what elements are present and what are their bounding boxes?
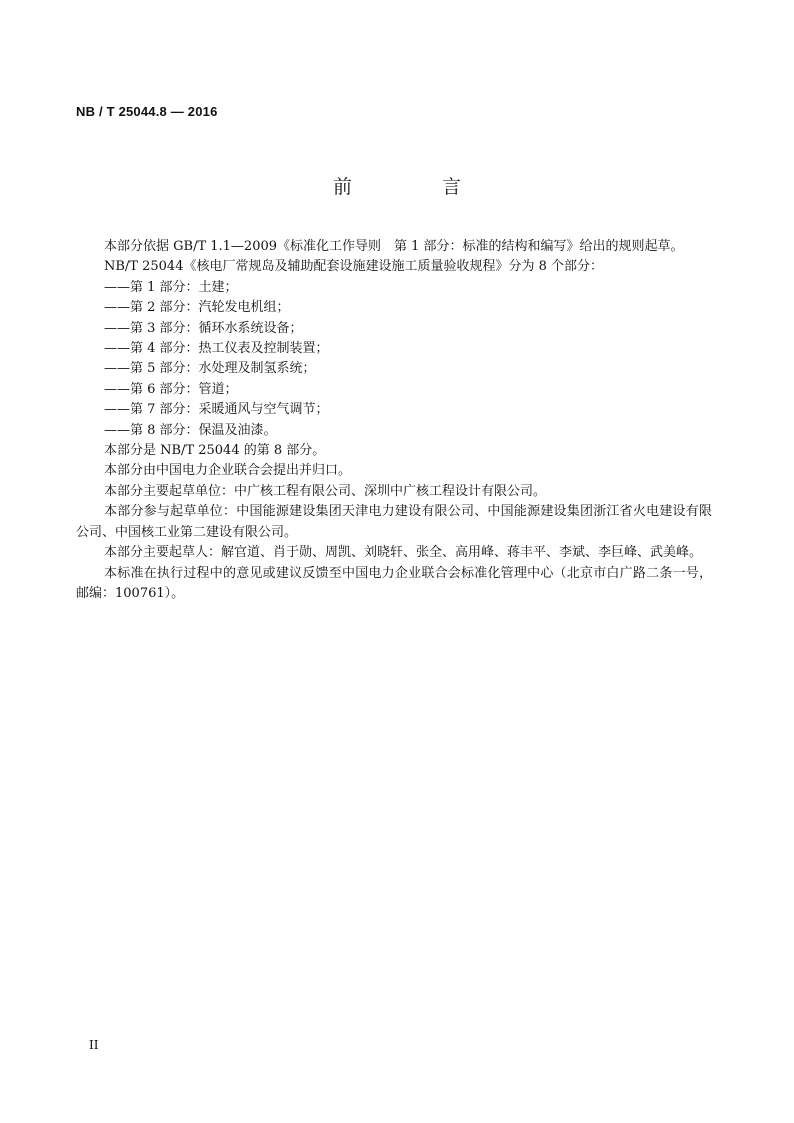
paragraph-feedback: 本标准在执行过程中的意见或建议反馈至中国电力企业联合会标准化管理中心（北京市白广路二条一号，邮编：100761）。 bbox=[76, 565, 712, 601]
paragraph-main-drafting-units: 本部分主要起草单位：中广核工程有限公司、深圳中广核工程设计有限公司。 bbox=[104, 483, 547, 499]
document-number: NB / T 25044.8 — 2016 bbox=[76, 104, 218, 119]
list-item: ——第 5 部分：水处理及制氢系统； bbox=[104, 361, 316, 377]
page-number: II bbox=[89, 1038, 99, 1052]
list-item: ——第 7 部分：采暖通风与空气调节； bbox=[104, 402, 329, 418]
paragraph-main-drafters: 本部分主要起草人：解官道、肖于勋、周凯、刘晓轩、张全、高用峰、蒋丰平、李斌、李巨峰、武美峰。 bbox=[104, 545, 703, 561]
list-item: ——第 6 部分：管道； bbox=[104, 381, 238, 397]
paragraph-drafting-basis: 本部分依据 GB/T 1.1—2009《标准化工作导则 第 1 部分：标准的结构和编写》给出的规则起草。 bbox=[104, 239, 684, 254]
list-item: ——第 1 部分：土建； bbox=[104, 279, 238, 295]
page-title: 前 言 bbox=[332, 176, 504, 198]
list-item: ——第 3 部分：循环水系统设备； bbox=[104, 320, 303, 336]
paragraph-participating-units: 本部分参与起草单位：中国能源建设集团天津电力建设有限公司、中国能源建设集团浙江省火电建设有限公司、中国核工业第二建设有限公司。 bbox=[76, 504, 712, 540]
paragraph-part-number: 本部分是 NB/T 25044 的第 8 部分。 bbox=[104, 443, 326, 459]
list-item: ——第 8 部分：保温及油漆。 bbox=[104, 422, 277, 438]
list-item: ——第 2 部分：汽轮发电机组； bbox=[104, 300, 290, 316]
paragraph-proposer: 本部分由中国电力企业联合会提出并归口。 bbox=[104, 463, 352, 479]
parts-list bbox=[76, 278, 712, 441]
list-item: ——第 4 部分：热工仪表及控制装置； bbox=[104, 341, 329, 357]
foreword-body bbox=[76, 237, 712, 604]
paragraph-parts-overview: NB/T 25044《核电厂常规岛及辅助配套设施建设施工质量验收规程》分为 8 个部分： bbox=[104, 259, 604, 275]
